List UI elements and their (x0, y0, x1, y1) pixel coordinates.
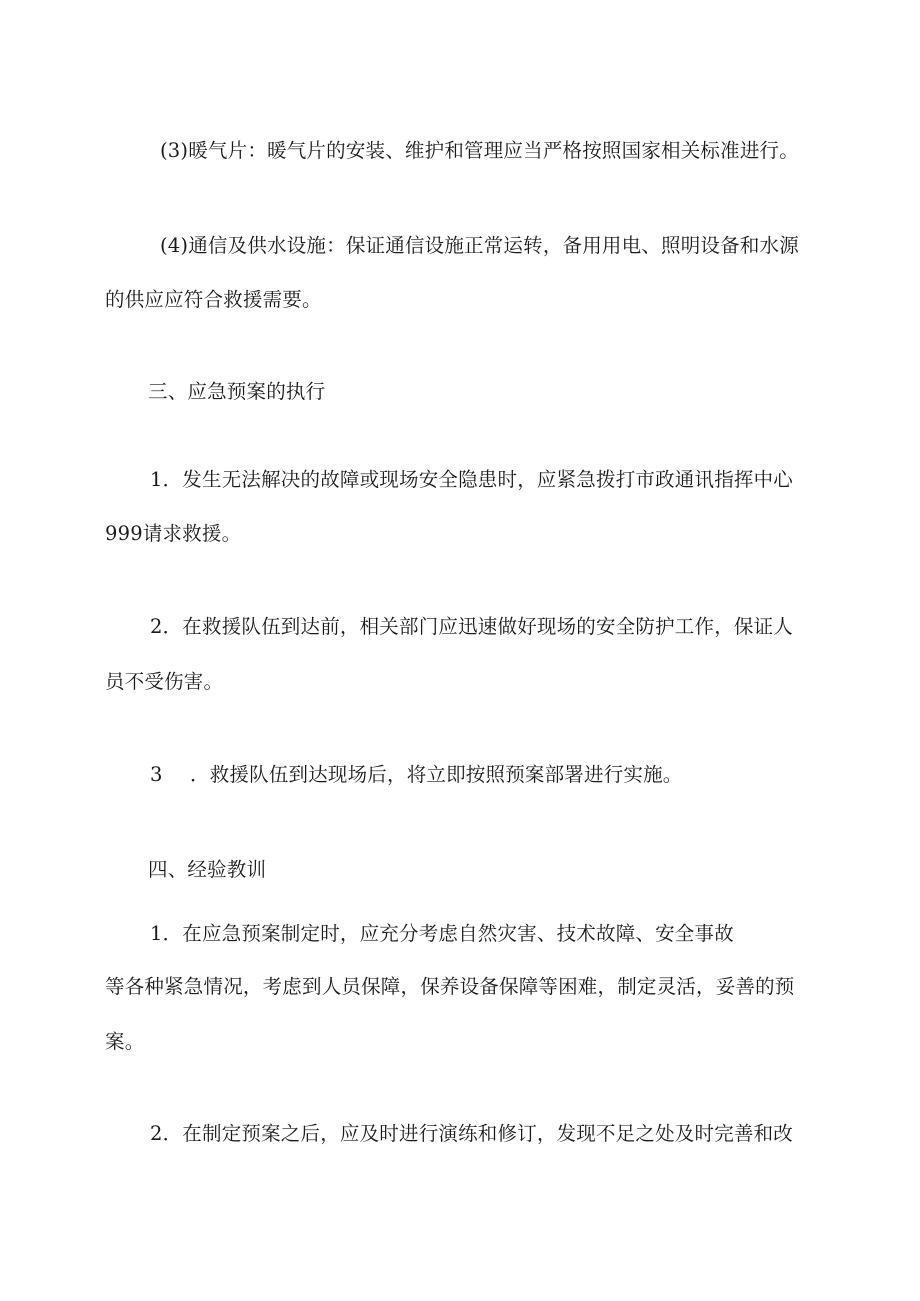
item-4-line-2: 的供应应符合救援需要。 (105, 288, 322, 311)
section-4-item-1-line-3: 案。 (105, 1030, 145, 1053)
section-3-item-2-line-1: 2．在救援队伍到达前，相关部门应迅速做好现场的安全防护工作，保证人 (150, 615, 794, 638)
section-4-item-1-line-1: 1．在应急预案制定时，应充分考虑自然灾害、技术故障、安全事故 (150, 922, 734, 945)
section-3-item-1-line-2: 999请求救援。 (105, 522, 242, 545)
section-3-item-1-line-1: 1．发生无法解决的故障或现场安全隐患时，应紧急拨打市政通讯指挥中心 (150, 468, 794, 491)
section-4-heading: 四、经验教训 (148, 858, 267, 881)
item-3-line-1: (3)暖气片：暖气片的安装、维护和管理应当严格按照国家相关标准进行。 (160, 139, 799, 162)
section-3-item-2-line-2: 员不受伤害。 (105, 670, 224, 693)
section-3-item-3-text: ．救援队伍到达现场后，将立即按照预案部署进行实施。 (190, 763, 683, 786)
section-3-heading: 三、应急预案的执行 (148, 380, 326, 403)
item-4-line-1: (4)通信及供水设施：保证通信设施正常运转，备用用电、照明设备和水源 (160, 234, 799, 257)
section-3-item-3-number: 3 (150, 763, 163, 786)
section-4-item-2-line-1: 2．在制定预案之后，应及时进行演练和修订，发现不足之处及时完善和改 (150, 1122, 794, 1145)
section-4-item-1-line-2: 等各种紧急情况，考虑到人员保障，保养设备保障等困难，制定灵活，妥善的预 (105, 975, 795, 998)
